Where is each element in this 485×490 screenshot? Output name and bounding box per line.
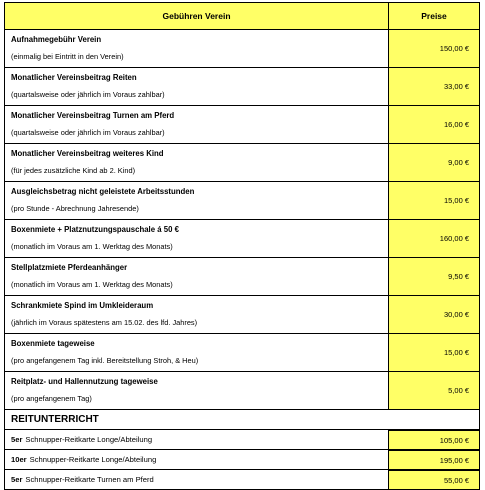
fee-row bbox=[4, 182, 480, 220]
section-spacer bbox=[389, 410, 479, 429]
lesson-label: Schnupper-Reitkarte Turnen am Pferd bbox=[25, 475, 154, 484]
lesson-price: 55,00 € bbox=[389, 470, 479, 489]
fee-note: (quartalsweise oder jährlich im Voraus zahlbar) bbox=[11, 127, 165, 137]
fee-price: 15,00 € bbox=[389, 334, 479, 371]
fee-row bbox=[4, 296, 480, 334]
lesson-row bbox=[4, 430, 480, 450]
lesson-price: 105,00 € bbox=[389, 430, 479, 449]
fee-title: Stellplatzmiete Pferdeanhänger bbox=[11, 263, 128, 273]
fee-price: 9,50 € bbox=[389, 258, 479, 295]
lesson-prefix: 10er bbox=[11, 455, 27, 464]
fee-price: 9,00 € bbox=[389, 144, 479, 181]
fee-title: Boxenmiete + Platznutzungspauschale á 50 € bbox=[11, 225, 179, 235]
lesson-price: 195,00 € bbox=[389, 450, 479, 469]
fee-price: 30,00 € bbox=[389, 296, 479, 333]
fee-price: 5,00 € bbox=[389, 372, 479, 409]
fee-row bbox=[4, 258, 480, 296]
fee-price: 150,00 € bbox=[389, 30, 479, 67]
lesson-label: Schnupper-Reitkarte Longe/Abteilung bbox=[25, 435, 153, 444]
fee-row bbox=[4, 30, 480, 68]
fee-note: (monatlich im Voraus am 1. Werktag des Monats) bbox=[11, 279, 173, 289]
fee-title: Monatlicher Vereinsbeitrag Reiten bbox=[11, 73, 137, 83]
fee-note: (pro angefangenem Tag) bbox=[11, 393, 92, 403]
fee-row bbox=[4, 106, 480, 144]
fee-title: Monatlicher Vereinsbeitrag Turnen am Pferd bbox=[11, 111, 175, 121]
fee-title: Boxenmiete tageweise bbox=[11, 339, 95, 349]
fee-price: 33,00 € bbox=[389, 68, 479, 105]
fee-title: Schrankmiete Spind im Umkleideraum bbox=[11, 301, 154, 311]
fee-note: (jährlich im Voraus spätestens am 15.02. des lfd. Jahres) bbox=[11, 317, 198, 327]
fee-title: Monatlicher Vereinsbeitrag weiteres Kind bbox=[11, 149, 164, 159]
fee-row bbox=[4, 334, 480, 372]
fee-table bbox=[4, 2, 480, 490]
lesson-prefix: 5er bbox=[11, 435, 23, 444]
section-header-row bbox=[4, 410, 480, 430]
fee-note: (monatlich im Voraus am 1. Werktag des Monats) bbox=[11, 241, 173, 251]
fee-title: Reitplatz- und Hallennutzung tageweise bbox=[11, 377, 158, 387]
lesson-prefix: 5er bbox=[11, 475, 23, 484]
fee-row bbox=[4, 220, 480, 258]
fee-note: (einmalig bei Eintritt in den Verein) bbox=[11, 51, 124, 61]
fee-title: Aufnahmegebühr Verein bbox=[11, 35, 102, 45]
fee-price: 16,00 € bbox=[389, 106, 479, 143]
lesson-row bbox=[4, 470, 480, 490]
fee-price: 15,00 € bbox=[389, 182, 479, 219]
fee-note: (quartalsweise oder jährlich im Voraus zahlbar) bbox=[11, 89, 165, 99]
header-prices: Preise bbox=[389, 3, 479, 29]
header-fees: Gebühren Verein bbox=[5, 3, 389, 29]
table-header-row bbox=[4, 2, 480, 30]
section-title: REITUNTERRICHT bbox=[11, 414, 99, 425]
fee-price: 160,00 € bbox=[389, 220, 479, 257]
fee-note: (pro angefangenem Tag inkl. Bereitstellung Stroh, & Heu) bbox=[11, 355, 199, 365]
fee-row bbox=[4, 144, 480, 182]
fee-note: (für jedes zusätzliche Kind ab 2. Kind) bbox=[11, 165, 136, 175]
lesson-label: Schnupper-Reitkarte Longe/Abteilung bbox=[29, 455, 157, 464]
fee-row bbox=[4, 68, 480, 106]
lesson-row bbox=[4, 450, 480, 470]
fee-note: (pro Stunde - Abrechnung Jahresende) bbox=[11, 203, 139, 213]
fee-row bbox=[4, 372, 480, 410]
fee-title: Ausgleichsbetrag nicht geleistete Arbeitsstunden bbox=[11, 187, 195, 197]
